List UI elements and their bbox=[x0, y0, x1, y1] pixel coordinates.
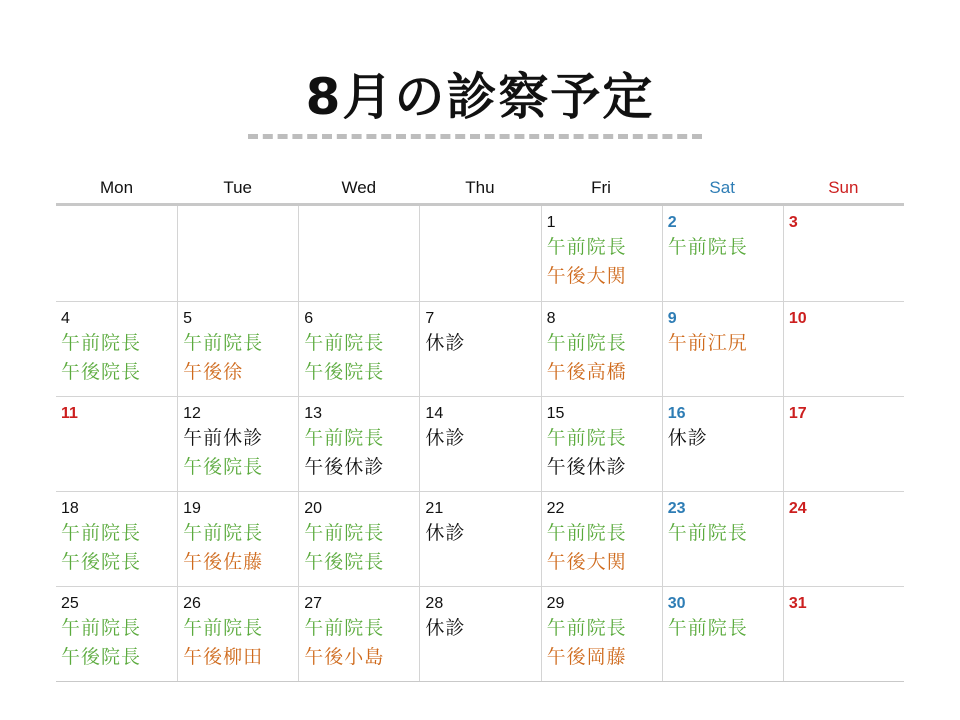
day-number: 18 bbox=[61, 500, 79, 517]
day-number: 24 bbox=[788, 500, 807, 517]
schedule-entry: 午前院長 bbox=[667, 522, 748, 544]
schedule-entry: 午後柳田 bbox=[183, 646, 264, 668]
schedule-entry: 午前院長 bbox=[183, 617, 264, 639]
day-number: 27 bbox=[304, 595, 323, 612]
day-number: 11 bbox=[61, 405, 78, 422]
calendar-day-22 bbox=[541, 491, 662, 586]
schedule-entry: 休診 bbox=[425, 427, 466, 449]
calendar-day-4 bbox=[56, 301, 177, 396]
calendar-day-3 bbox=[783, 206, 904, 301]
calendar-day-14 bbox=[419, 396, 540, 491]
schedule-entry: 午前院長 bbox=[304, 522, 385, 544]
day-number: 28 bbox=[425, 595, 444, 612]
day-number: 3 bbox=[788, 214, 798, 231]
day-number: 25 bbox=[61, 595, 79, 612]
schedule-entry: 午前院長 bbox=[546, 427, 627, 449]
schedule-entry: 午前院長 bbox=[667, 236, 748, 258]
day-number: 17 bbox=[788, 405, 807, 422]
day-number: 5 bbox=[183, 310, 193, 327]
weekday-header-tue: Tue bbox=[223, 178, 253, 197]
calendar-day-20 bbox=[298, 491, 419, 586]
day-number bbox=[304, 213, 419, 233]
day-number: 14 bbox=[425, 405, 444, 422]
calendar-day-19 bbox=[177, 491, 298, 586]
schedule-entry: 午後院長 bbox=[61, 646, 142, 668]
day-number: 31 bbox=[788, 595, 807, 612]
schedule-entry: 午前院長 bbox=[183, 522, 264, 544]
calendar-day-31 bbox=[783, 586, 904, 681]
calendar-day-28 bbox=[419, 586, 540, 681]
day-number: 23 bbox=[667, 500, 686, 517]
day-number bbox=[183, 213, 298, 233]
schedule-entry: 午前院長 bbox=[304, 427, 385, 449]
day-number: 21 bbox=[425, 500, 444, 517]
calendar-empty-cell bbox=[419, 206, 540, 301]
day-number: 6 bbox=[304, 310, 314, 327]
title-dashed-underline bbox=[248, 134, 702, 139]
weekday-header-thu: Thu bbox=[465, 178, 495, 197]
schedule-entry: 午後佐藤 bbox=[183, 551, 264, 573]
calendar-day-24 bbox=[783, 491, 904, 586]
day-number bbox=[61, 213, 177, 233]
weekday-header-row bbox=[56, 176, 904, 204]
day-number: 15 bbox=[546, 405, 565, 422]
day-number: 30 bbox=[667, 595, 686, 612]
schedule-entry: 午後休診 bbox=[304, 456, 385, 478]
calendar-day-13 bbox=[298, 396, 419, 491]
day-number: 4 bbox=[61, 310, 70, 327]
schedule-entry: 午前院長 bbox=[546, 236, 627, 258]
calendar-day-27 bbox=[298, 586, 419, 681]
schedule-entry: 午前休診 bbox=[183, 427, 264, 449]
schedule-entry: 午後小島 bbox=[304, 646, 385, 668]
calendar-day-10 bbox=[783, 301, 904, 396]
schedule-entry: 午前院長 bbox=[61, 522, 142, 544]
schedule-entry: 午前院長 bbox=[61, 332, 142, 354]
weekday-header-fri: Fri bbox=[591, 178, 611, 197]
schedule-entry: 午後大関 bbox=[546, 551, 627, 573]
day-number: 7 bbox=[425, 310, 435, 327]
schedule-entry: 午後岡藤 bbox=[546, 646, 627, 668]
calendar-day-9 bbox=[662, 301, 783, 396]
schedule-entry: 休診 bbox=[667, 427, 708, 449]
day-number: 19 bbox=[183, 500, 201, 517]
day-number: 16 bbox=[667, 405, 686, 422]
schedule-entry: 午前院長 bbox=[304, 617, 385, 639]
weekday-header-sat: Sat bbox=[709, 178, 735, 197]
schedule-entry: 午後院長 bbox=[61, 551, 142, 573]
day-number: 20 bbox=[304, 500, 323, 517]
schedule-entry: 午前院長 bbox=[667, 617, 748, 639]
calendar-day-17 bbox=[783, 396, 904, 491]
day-number: 8 bbox=[546, 310, 556, 327]
schedule-entry: 午後高橋 bbox=[546, 361, 627, 383]
calendar-day-30 bbox=[662, 586, 783, 681]
schedule-entry: 午前院長 bbox=[61, 617, 142, 639]
calendar-day-2 bbox=[662, 206, 783, 301]
schedule-entry: 午前院長 bbox=[304, 332, 385, 354]
day-number bbox=[425, 213, 540, 233]
schedule-entry: 午後休診 bbox=[546, 456, 627, 478]
calendar-empty-cell bbox=[177, 206, 298, 301]
day-number: 9 bbox=[667, 310, 677, 327]
day-number: 12 bbox=[183, 405, 201, 422]
schedule-entry: 午後大関 bbox=[546, 265, 627, 287]
calendar-day-21 bbox=[419, 491, 540, 586]
calendar-day-16 bbox=[662, 396, 783, 491]
calendar-day-11 bbox=[56, 396, 177, 491]
calendar-day-26 bbox=[177, 586, 298, 681]
schedule-entry: 午前江尻 bbox=[667, 332, 748, 354]
schedule-entry: 午後院長 bbox=[183, 456, 264, 478]
calendar-grid bbox=[56, 206, 904, 682]
calendar-day-1 bbox=[541, 206, 662, 301]
day-number: 10 bbox=[788, 310, 807, 327]
page-title: 8月の診察予定 bbox=[305, 68, 655, 126]
weekday-header-wed: Wed bbox=[341, 178, 377, 197]
schedule-entry: 休診 bbox=[425, 617, 466, 639]
weekday-header-mon: Mon bbox=[100, 178, 134, 197]
calendar-day-18 bbox=[56, 491, 177, 586]
calendar-day-23 bbox=[662, 491, 783, 586]
day-number: 26 bbox=[183, 595, 201, 612]
schedule-entry: 午前院長 bbox=[183, 332, 264, 354]
weekday-header-sun: Sun bbox=[828, 178, 859, 197]
schedule-entry: 休診 bbox=[425, 332, 466, 354]
calendar-empty-cell bbox=[56, 206, 177, 301]
calendar-day-5 bbox=[177, 301, 298, 396]
day-number: 13 bbox=[304, 405, 323, 422]
calendar-day-8 bbox=[541, 301, 662, 396]
schedule-entry: 午前院長 bbox=[546, 522, 627, 544]
day-number: 1 bbox=[546, 214, 556, 231]
schedule-entry: 午後院長 bbox=[304, 551, 385, 573]
calendar-day-15 bbox=[541, 396, 662, 491]
day-number: 29 bbox=[546, 595, 565, 612]
calendar-day-12 bbox=[177, 396, 298, 491]
day-number: 22 bbox=[546, 500, 565, 517]
day-number: 2 bbox=[667, 214, 677, 231]
schedule-entry: 午後院長 bbox=[304, 361, 385, 383]
schedule-entry: 午前院長 bbox=[546, 617, 627, 639]
schedule-entry: 休診 bbox=[425, 522, 466, 544]
schedule-entry: 午前院長 bbox=[546, 332, 627, 354]
schedule-entry: 午後院長 bbox=[61, 361, 142, 383]
calendar-day-25 bbox=[56, 586, 177, 681]
calendar-empty-cell bbox=[298, 206, 419, 301]
calendar-day-7 bbox=[419, 301, 540, 396]
calendar-day-29 bbox=[541, 586, 662, 681]
calendar-day-6 bbox=[298, 301, 419, 396]
schedule-entry: 午後徐 bbox=[183, 361, 244, 383]
